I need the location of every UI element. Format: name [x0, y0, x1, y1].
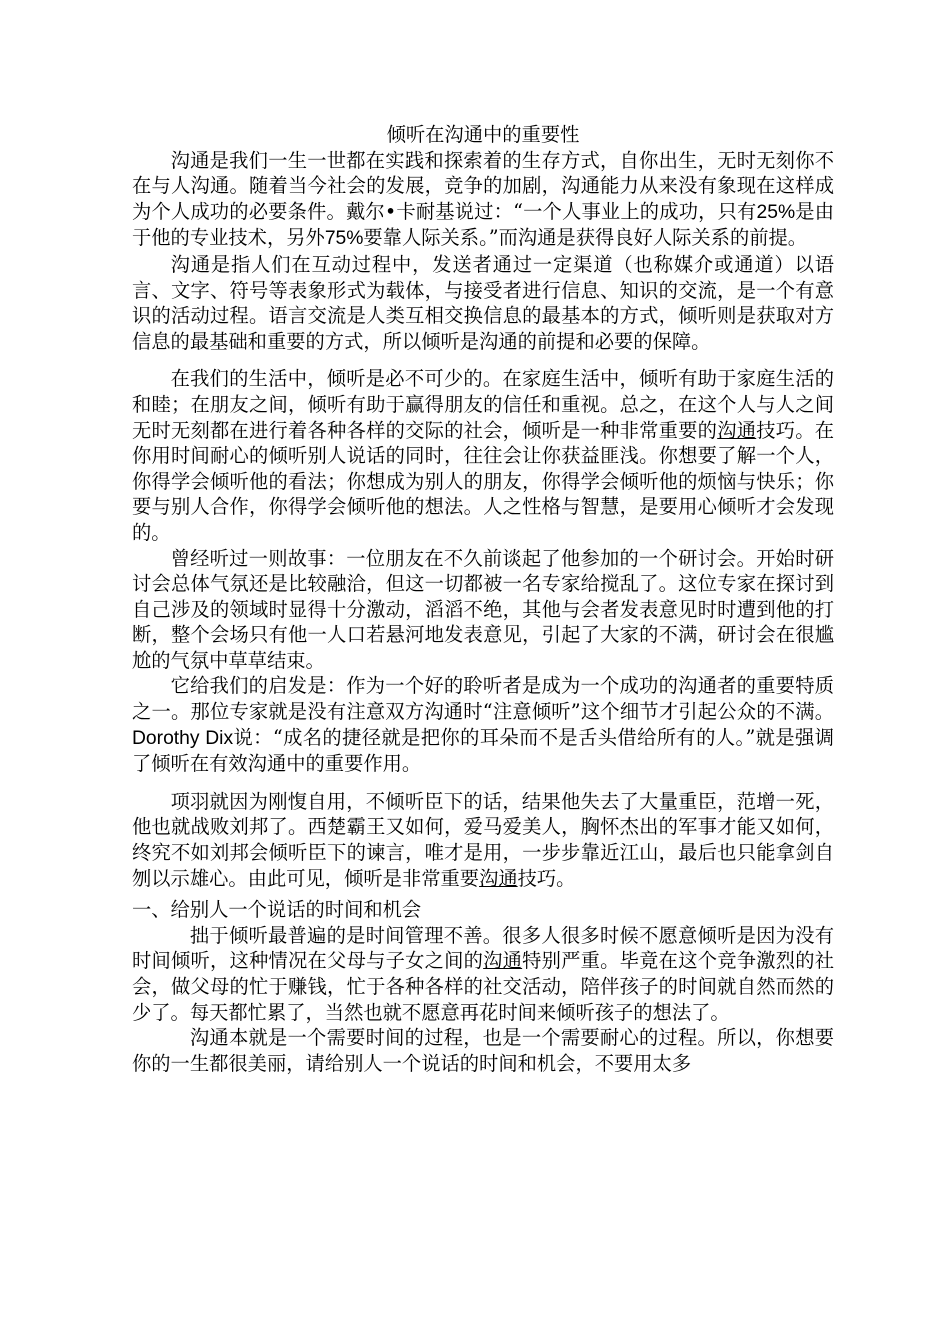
paragraph-3: [132, 366, 834, 545]
paragraph-7-text-b: 特别严重。毕竟在这个竞争激烈的社会，做父母的忙于赚钱，忙于各种各样的社交活动，陪伴孩子的时间就自然而然的少了。每天都忙累了，当然也就不愿意再花时间来倾听孩子的想法了。: [132, 949, 835, 1024]
paragraph-6-text-a: 项羽就因为刚愎自用，不倾听臣下的话，结果他失去了大量重臣，范增一死，他也就战败刘邦了。西楚霸王又如何，爱马爱美人，胸怀杰出的军事才能又如何，终究不如刘邦会倾听臣下的谏言，唯才是用，一步步靠近江山，最后也只能拿剑自刎以示雄心。由此可见，倾听是非常重要: [132, 789, 834, 890]
document-body: [132, 122, 834, 1076]
paragraph-1: [132, 148, 834, 252]
paragraph-7: [132, 923, 834, 1025]
paragraph-1-text-b: 是由于他的专业技术，另外: [132, 199, 834, 250]
paragraph-5-text-b: 说：“成名的捷径就是把你的耳朵而不是舌头借给所有的人。”就是强调了倾听在有效沟通中的重要作用。: [132, 725, 834, 776]
paragraph-4: 曾经听过一则故事：一位朋友在不久前谈起了他参加的一个研讨会。开始时研讨会总体气氛还是比较融洽，但这一切都被一名专家给搅乱了。这位专家在探讨到自己涉及的领域时显得十分激动，滔滔不绝，其他与会者发表意见时时遭到他的打断，整个会场只有他一人口若悬河地发表意见，引起了大家的不满，研讨会在很尴尬的气氛中草草结束。: [132, 546, 834, 672]
paragraph-5-text-a: 它给我们的启发是：作为一个好的聆听者是成为一个成功的沟通者的重要特质之一。那位专家就是没有注意双方沟通时“注意倾听”这个细节才引起公众的不满。: [132, 674, 834, 724]
person-name: Dorothy Dix: [132, 727, 234, 749]
paragraph-1-text-c: 要靠人际关系。”而沟通是获得良好人际关系的前提。: [363, 226, 808, 250]
document-title: 倾听在沟通中的重要性: [386, 123, 580, 146]
percent-25: 25%: [756, 201, 796, 223]
paragraph-6: [132, 789, 834, 891]
paragraph-2: 沟通是指人们在互动过程中，发送者通过一定渠道（也称媒介或通道）以语言、文字、符号等表象形式为载体，与接受者进行信息、知识的交流，是一个有意识的活动过程。语言交流是人类互相交换信息的最基本的方式，倾听则是获取对方信息的最基础和重要的方式，所以倾听是沟通的前提和必要的保障。: [132, 252, 834, 353]
link-goutong-1[interactable]: 沟通: [717, 418, 757, 442]
link-goutong-2[interactable]: 沟通: [479, 866, 518, 890]
paragraph-8: 沟通本就是一个需要时间的过程，也是一个需要耐心的过程。所以，你想要你的一生都很美丽，请给别人一个说话的时间和机会，不要用太多: [132, 1026, 834, 1075]
paragraph-5: [132, 673, 834, 776]
percent-75: 75%: [324, 228, 364, 250]
section-heading-1: 一、给别人一个说话的时间和机会: [132, 898, 422, 922]
paragraph-3-text-b: 技巧。在你用时间耐心的倾听别人说话的同时，往往会让你获益匪浅。你想要了解一个人，你得学会倾听他的看法；你想成为别人的朋友，你得学会倾听他的烦恼与快乐；你要与别人合作，你得学会倾听他的想法。人之性格与智慧，是要用心倾听才会发现的。: [132, 418, 835, 544]
paragraph-7-text-a: 拙于倾听最普遍的是时间管理不善。很多人很多时候不愿意倾听是因为没有时间倾听，这种情况在父母与子女之间的: [132, 923, 834, 973]
paragraph-1-text-a: 沟通是我们一生一世都在实践和探索着的生存方式，自你出生，无时无刻你不在与人沟通。随着当今社会的发展，竞争的加剧，沟通能力从来没有象现在这样成为个人成功的必要条件。戴尔•卡耐基说过：“一个人事业上的成功，只有: [132, 148, 834, 223]
link-goutong-3[interactable]: 沟通: [483, 949, 523, 973]
paragraph-6-text-b: 技巧。: [517, 866, 576, 890]
paragraph-3-text-a: 在我们的生活中，倾听是必不可少的。在家庭生活中，倾听有助于家庭生活的和睦；在朋友之间，倾听有助于赢得朋友的信任和重视。总之，在这个人与人之间无时无刻都在进行着各种各样的交际的社会，倾听是一种非常重要的: [132, 367, 834, 442]
